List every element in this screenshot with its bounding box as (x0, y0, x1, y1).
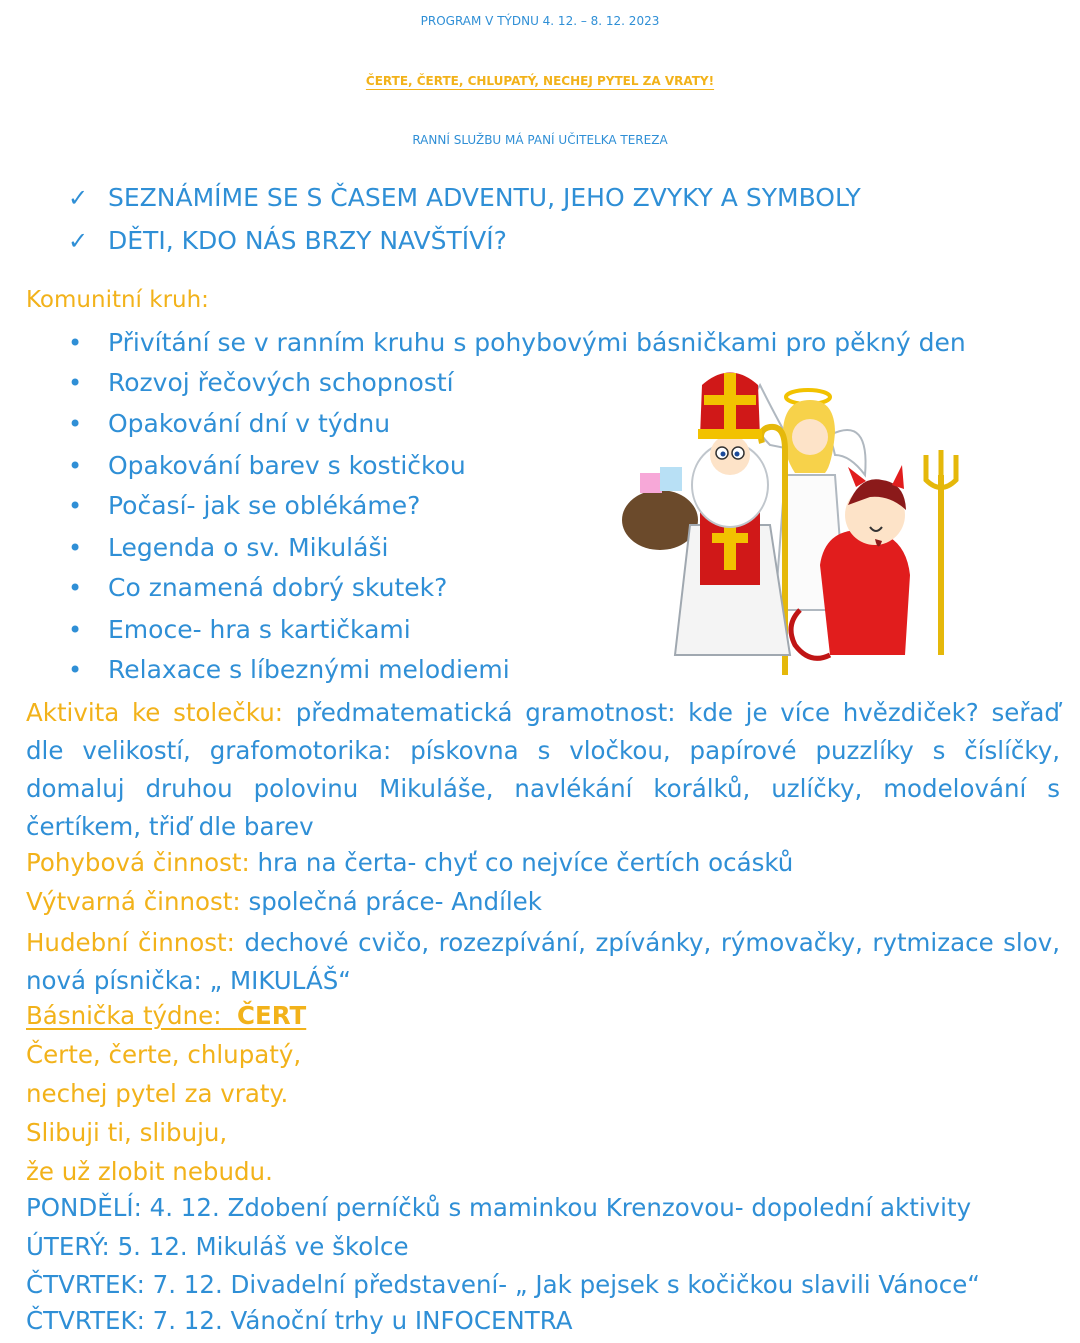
poem-label: Básnička týdne: (26, 1001, 222, 1030)
schedule-item: ČTVRTEK: 7. 12. Vánoční trhy u INFOCENTRA (26, 1306, 573, 1335)
bullet-icon: • (68, 534, 83, 562)
poem-heading (26, 1001, 306, 1031)
goal-item: SEZNÁMÍME SE S ČASEM ADVENTU, JEHO ZVYKY A SYMBOLY (108, 183, 861, 212)
circle-item: Legenda o sv. Mikuláši (108, 533, 389, 562)
table-activity-label: Aktivita ke stolečku: (26, 698, 283, 727)
movement-activity (26, 848, 793, 878)
bullet-icon: • (68, 369, 83, 397)
motto: ČERTE, ČERTE, CHLUPATÝ, NECHEJ PYTEL ZA VRATY! (365, 74, 715, 88)
circle-item: Rozvoj řečových schopností (108, 368, 454, 397)
poem-title: ČERT (237, 1001, 307, 1030)
circle-item: Co znamená dobrý skutek? (108, 573, 448, 602)
table-activity-text: předmatematická gramotnost: kde je více hvězdiček? seřaď dle velikostí, grafomotorika: pískovna s vločkou, papírové puzzlíky s číslíčky, domaluj druhou polovinu Mikuláše, navlékání korálků, uzlíčky, modelování s čertíkem, třiď dle barev (26, 698, 1060, 841)
music-activity-text: dechové cvičo, rozezpívání, zpívánky, rýmovačky, rytmizace slov, nová písnička: „ MIKULÁŠ“ (26, 928, 1060, 995)
checkmark-icon: ✓ (68, 227, 89, 255)
poem-line: Slibuji ti, slibuju, (26, 1118, 228, 1147)
circle-item: Přivítání se v ranním kruhu s pohybovými básničkami pro pěkný den (108, 328, 966, 357)
poem-line: nechej pytel za vraty. (26, 1079, 289, 1108)
bullet-icon: • (68, 616, 83, 644)
art-activity-text: společná práce- Andílek (248, 887, 542, 916)
bullet-icon: • (68, 492, 83, 520)
schedule-item: ČTVRTEK: 7. 12. Divadelní představení- „ Jak pejsek s kočičkou slavili Vánoce“ (26, 1270, 980, 1299)
circle-heading: Komunitní kruh: (26, 287, 209, 313)
movement-activity-text: hra na čerta- chyť co nejvíce čertích ocásků (257, 848, 794, 877)
art-activity (26, 887, 542, 917)
bullet-icon: • (68, 452, 83, 480)
movement-activity-label: Pohybová činnost: (26, 848, 250, 877)
mikulas-angel-devil-illustration (620, 355, 960, 675)
page-title: PROGRAM V TÝDNU 4. 12. – 8. 12. 2023 (420, 14, 660, 28)
music-activity (26, 924, 1060, 1000)
circle-item: Opakování dní v týdnu (108, 409, 391, 438)
bullet-icon: • (68, 329, 83, 357)
circle-item: Emoce- hra s kartičkami (108, 615, 411, 644)
bullet-icon: • (68, 574, 83, 602)
goal-item: DĚTI, KDO NÁS BRZY NAVŠTÍVÍ? (108, 226, 507, 255)
circle-item: Relaxace s líbeznými melodiemi (108, 655, 510, 684)
bullet-icon: • (68, 656, 83, 684)
art-activity-label: Výtvarná činnost: (26, 887, 241, 916)
music-activity-label: Hudební činnost: (26, 928, 235, 957)
schedule-item: PONDĚLÍ: 4. 12. Zdobení perníčků s maminkou Krenzovou- dopolední aktivity (26, 1193, 972, 1222)
circle-item: Počasí- jak se oblékáme? (108, 491, 421, 520)
schedule-item: ÚTERÝ: 5. 12. Mikuláš ve školce (26, 1232, 409, 1261)
bullet-icon: • (68, 410, 83, 438)
poem-line: Čerte, čerte, chlupatý, (26, 1040, 302, 1069)
circle-item: Opakování barev s kostičkou (108, 451, 466, 480)
checkmark-icon: ✓ (68, 184, 89, 212)
poem-line: že už zlobit nebudu. (26, 1157, 273, 1186)
table-activity (26, 694, 1060, 846)
morning-duty: RANNÍ SLUŽBU MÁ PANÍ UČITELKA TEREZA (412, 133, 668, 147)
